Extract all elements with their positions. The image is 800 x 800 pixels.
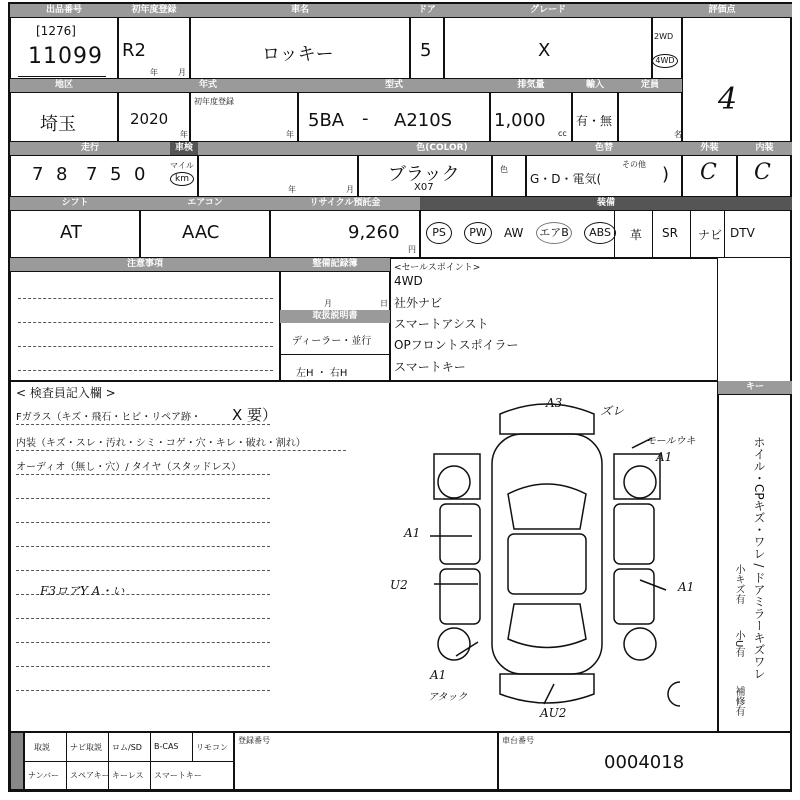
equip-pw: PW	[464, 222, 492, 244]
car-rear-window	[508, 604, 586, 648]
interior-label: 内装	[737, 142, 792, 155]
interior-line: 内装（キズ・スレ・汚れ・シミ・コゲ・穴・キレ・破れ・割れ）	[16, 438, 306, 449]
interior-grade: C	[754, 160, 771, 185]
door-label: ドア	[410, 4, 444, 17]
registration-label: 登録番号	[238, 736, 270, 745]
recycle-fee: 9,260	[348, 222, 400, 243]
footer-tag	[10, 732, 24, 790]
right-note-3: 補修有	[733, 686, 744, 716]
car-diagram	[420, 394, 680, 714]
manual-label: 取扱説明書	[280, 310, 390, 323]
aircon-label: エアコン	[140, 197, 270, 210]
inspection-cell	[198, 155, 358, 197]
equipment-label: 装備	[420, 197, 792, 210]
equip-aw: AW	[504, 226, 524, 240]
door-count: 5	[420, 40, 432, 61]
equip-airbag: エアB	[536, 222, 572, 244]
footer-rom-sd: ロム/SD	[112, 743, 142, 752]
footer-spare-key: スペアキー	[70, 771, 110, 780]
note-a3: A3	[546, 396, 563, 410]
footer-manual: 取説	[34, 743, 50, 752]
equip-navi: ナビ	[698, 228, 723, 242]
score: 4	[718, 82, 738, 117]
spare-wheel	[668, 682, 680, 706]
sales-point-1: 4WD	[394, 274, 423, 288]
displacement-label: 排気量	[490, 79, 572, 92]
footer-keyless: キーレス	[112, 771, 144, 780]
km-unit: km	[170, 172, 194, 186]
score-cell	[682, 17, 792, 142]
recycle-label: リサイクル預託金	[270, 197, 420, 210]
wheel-right-rear	[624, 628, 656, 660]
inspector-title: < 検査員記入欄 >	[16, 386, 116, 400]
type-label: 型式	[298, 79, 490, 92]
lot-number: 11099	[28, 44, 103, 69]
shift-label: シフト	[10, 197, 140, 210]
region: 埼玉	[40, 114, 76, 135]
type-prefix: 5BA	[308, 110, 345, 131]
grade-label: グレード	[444, 4, 652, 17]
capacity-label: 定員	[618, 79, 682, 92]
mileage-label: 走行	[10, 142, 170, 155]
drive-4wd: 4WD	[652, 54, 678, 68]
score-label: 評価点	[652, 4, 792, 17]
note-zure: ズレ	[600, 404, 625, 418]
sales-point-5: スマートキー	[394, 360, 466, 374]
model-year: 2020	[130, 110, 169, 128]
steering-option: 左H ・ 右H	[296, 368, 348, 379]
key-label: キー	[718, 381, 792, 394]
car-roof	[508, 534, 586, 594]
note-right-a1: A1	[678, 580, 695, 594]
dealer-option: ディーラー・並行	[292, 336, 372, 347]
type-model: A210S	[394, 110, 453, 131]
handwritten-note: F3ロアY A・い	[40, 584, 125, 598]
drive-2wd: 2WD	[654, 32, 674, 41]
sales-point-3: スマートアシスト	[394, 317, 489, 331]
footer-navi-manual: ナビ取説	[70, 743, 102, 752]
serial-label: 車台番号	[502, 736, 534, 745]
wheel-left-front	[438, 466, 470, 498]
color-code: X07	[414, 182, 434, 193]
registration-cell	[234, 732, 498, 790]
color: ブラック	[388, 164, 460, 185]
footer-number: ナンバー	[28, 771, 60, 780]
aircon: AAC	[182, 222, 220, 243]
record-label: 整備記録簿	[280, 258, 390, 271]
era-year: R2	[122, 40, 146, 61]
footer-smart-key: スマートキー	[154, 771, 202, 780]
note-left-a1: A1	[404, 526, 421, 540]
first-reg-label: 初年度登録	[118, 4, 190, 17]
car-right-front-door	[614, 504, 654, 564]
car-left-rear-door	[440, 569, 480, 624]
exterior-grade: C	[700, 160, 717, 185]
sales-point-2: 社外ナビ	[394, 296, 443, 310]
equip-abs: ABS	[584, 222, 616, 244]
model-name: ロッキー	[262, 44, 334, 65]
note-left-u2: U2	[390, 578, 408, 592]
note-molding: モールウキ	[646, 436, 696, 447]
footer-remote: リモコン	[196, 743, 228, 752]
import-option: 有・無	[576, 114, 613, 128]
wheel-right-front	[624, 466, 656, 498]
drive-cell	[652, 17, 682, 79]
grade: X	[538, 40, 551, 61]
note-bottom-attack: アタック	[428, 692, 468, 703]
caution-box	[10, 271, 280, 381]
right-note-2: 小U有	[733, 630, 744, 658]
import-label: 輸入	[572, 79, 618, 92]
equip-sr: SR	[662, 226, 678, 240]
shift: AT	[60, 222, 82, 243]
equip-leather: 革	[630, 228, 643, 242]
wheel-left-rear	[438, 628, 470, 660]
displacement: 1,000	[494, 110, 546, 131]
right-note-1: 小キズ有	[733, 564, 744, 604]
equip-dtv: DTV	[730, 226, 755, 240]
sales-point-4: OPフロントスポイラー	[394, 338, 519, 352]
color-change-label: 色替	[526, 142, 682, 155]
model-year-label: 年式	[118, 79, 298, 92]
car-windshield	[508, 484, 586, 529]
vertical-note: ホイル・CPキズ・ワレ / ドアミラーキズワレ	[752, 436, 766, 680]
note-a1-top: A1	[656, 450, 673, 464]
model-name-label: 車名	[190, 4, 410, 17]
note-bottom-au2: AU2	[540, 706, 567, 720]
lot-label: 出品番号	[10, 4, 118, 17]
region-label: 地区	[10, 79, 118, 92]
footer-bcas: B-CAS	[154, 742, 179, 751]
car-left-front-door	[440, 504, 480, 564]
audio-line: オーディオ（無し・穴）/ タイヤ（スタッドレス）	[16, 462, 242, 473]
equip-ps: PS	[426, 222, 452, 244]
color-label: 色(COLOR)	[358, 142, 526, 155]
exterior-label: 外装	[682, 142, 737, 155]
auction-sheet: 出品番号 初年度登録 車名 ドア グレード 評価点 [1276] 11099 R2 年 月 ロッキー 5 X 2WD 4WD 4 地区 年式 型式 排気量 輸入 定員 埼玉 2020 年 初年度登録 年 5BA - A210S 1,000 cc 有・無 名 走行 車検 色(COLOR) 色替 外装 内装 7 8 7 5 0 マイル km 年 月 ブラック X07 色 G・D・電気( その他 ) C C シフト エアコン リサイクル預託金 装備 AT AAC 9,260 円 PS PW AW エアB ABS 革 SR ナビ DTV 注意事項 整備記録簿 月 日 取扱説明書 ディーラー・並行 左H ・ 右H <セールスポイント> 4WD 社外ナビ スマートアシスト OPフロントスポイラー スマートキー < 検査員記入欄 > Fガラス（キズ・飛石・ヒビ・リペア跡・ X 要） 内装（キズ・スレ・汚れ・シミ・コゲ・穴・キレ・破れ・割れ） オーディオ（無し・穴）/ タイヤ（スタッドレス） F3ロアY A・い A3 ズレ モールウキ A1 A1 U2 A1 A1 アタック AU2 キー ホイル・CPキズ・ワレ / ドアミラーキズワレ 小キズ有 小U有 補修有 取説 ナビ取説 ロム/SD B-CAS リモコン ナンバー スペアキー キーレス スマートキー 登録番号 車台番号 0004018	[8, 2, 792, 792]
caution-label: 注意事項	[10, 258, 280, 271]
glass-line: Fガラス（キズ・飛石・ヒビ・リペア跡・	[16, 412, 202, 423]
inspection-label: 車検	[170, 142, 198, 155]
lot-prefix: [1276]	[36, 24, 76, 38]
car-right-rear-door	[614, 569, 654, 624]
serial-number: 0004018	[604, 752, 685, 773]
capacity-cell	[618, 92, 682, 142]
note-bottom-a1: A1	[430, 668, 447, 682]
